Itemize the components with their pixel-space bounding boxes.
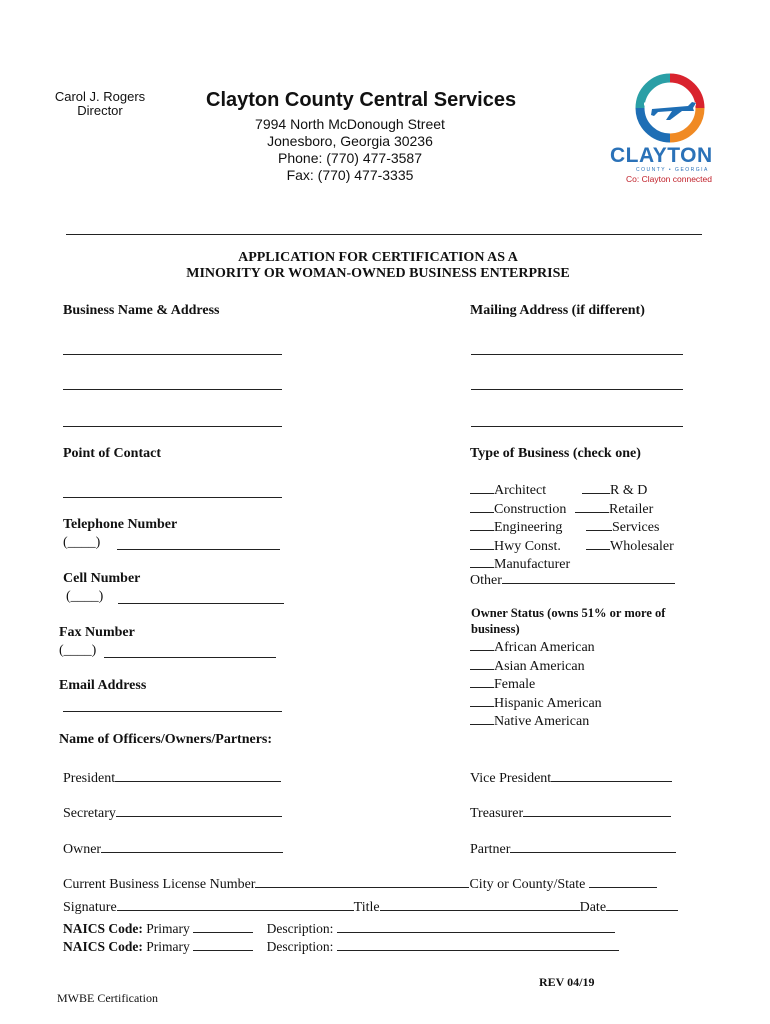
treasurer-label: Treasurer bbox=[470, 806, 524, 821]
header-divider bbox=[66, 234, 702, 235]
license-row[interactable] bbox=[63, 875, 657, 893]
business-types-left bbox=[470, 481, 570, 574]
description-label-1: Description: bbox=[266, 921, 334, 936]
officers-label: Name of Officers/Owners/Partners: bbox=[59, 732, 273, 747]
president-label: President bbox=[63, 771, 116, 786]
signature-row[interactable] bbox=[63, 898, 678, 916]
business-address-line-2[interactable] bbox=[63, 389, 282, 390]
type-option-rd[interactable]: R & D bbox=[582, 481, 674, 500]
type-option-manufacturer[interactable]: Manufacturer bbox=[470, 555, 570, 574]
city-county-label: City or County/State bbox=[469, 877, 586, 892]
owner-field[interactable] bbox=[63, 840, 283, 858]
owner-option-female[interactable]: Female bbox=[470, 675, 602, 694]
telephone-line[interactable] bbox=[117, 549, 280, 550]
naics-row-1[interactable] bbox=[63, 920, 615, 937]
title-label: Title bbox=[353, 900, 380, 915]
type-option-retailer[interactable]: Retailer bbox=[575, 500, 674, 519]
cell-label: Cell Number bbox=[63, 571, 141, 586]
logo-word: CLAYTON bbox=[610, 144, 713, 167]
signature-label: Signature bbox=[63, 900, 117, 915]
form-title bbox=[0, 250, 770, 282]
date-label: Date bbox=[579, 900, 607, 915]
owner-option-african-american[interactable]: African American bbox=[470, 638, 602, 657]
owner-status-label: Owner Status (owns 51% or more of business) bbox=[471, 606, 666, 636]
logo-tagline: Co: Clayton connected bbox=[626, 174, 712, 184]
director-name: Carol J. Rogers bbox=[54, 89, 146, 104]
business-address-line-3[interactable] bbox=[63, 426, 282, 427]
org-address1: 7994 North McDonough Street bbox=[255, 116, 445, 132]
partner-field[interactable] bbox=[470, 840, 676, 858]
license-label: Current Business License Number bbox=[63, 877, 256, 892]
footer-label: MWBE Certification bbox=[57, 991, 158, 1005]
telephone-prefix: (____) bbox=[63, 535, 101, 550]
partner-label: Partner bbox=[470, 842, 511, 857]
poc-label: Point of Contact bbox=[63, 446, 161, 461]
org-address2: Jonesboro, Georgia 30236 bbox=[267, 133, 433, 149]
naics-row-2[interactable] bbox=[63, 938, 619, 955]
mailing-line-2[interactable] bbox=[471, 389, 683, 390]
org-header bbox=[200, 89, 517, 183]
other-label: Other bbox=[470, 573, 502, 588]
type-option-wholesaler[interactable]: Wholesaler bbox=[586, 537, 674, 556]
secretary-field[interactable] bbox=[63, 804, 282, 822]
owner-label: Owner bbox=[63, 842, 102, 857]
secretary-label: Secretary bbox=[63, 806, 116, 821]
director-title: Director bbox=[77, 103, 123, 118]
type-option-engineering[interactable]: Engineering bbox=[470, 518, 570, 537]
mailing-label: Mailing Address (if different) bbox=[470, 303, 645, 318]
cell-prefix: (____) bbox=[66, 589, 104, 604]
org-title: Clayton County Central Services bbox=[206, 89, 517, 111]
description-label-2: Description: bbox=[266, 939, 334, 954]
director-block bbox=[50, 89, 150, 118]
mailing-line-3[interactable] bbox=[471, 426, 683, 427]
business-types-right bbox=[582, 481, 674, 555]
email-line[interactable] bbox=[63, 711, 282, 712]
type-option-services[interactable]: Services bbox=[586, 518, 674, 537]
owner-option-hispanic-american[interactable]: Hispanic American bbox=[470, 694, 602, 713]
telephone-label: Telephone Number bbox=[63, 517, 178, 532]
primary-label-2: Primary bbox=[146, 939, 190, 954]
clayton-logo bbox=[608, 68, 733, 190]
fax-label: Fax Number bbox=[59, 625, 135, 640]
email-label: Email Address bbox=[59, 678, 147, 693]
type-label: Type of Business (check one) bbox=[470, 446, 641, 461]
globe-airplane-icon bbox=[608, 68, 733, 148]
primary-label-1: Primary bbox=[146, 921, 190, 936]
owner-status-options bbox=[470, 638, 602, 731]
other-row[interactable] bbox=[470, 571, 675, 589]
business-name-label: Business Name & Address bbox=[63, 303, 220, 318]
type-option-hwy-const[interactable]: Hwy Const. bbox=[470, 537, 570, 556]
poc-line[interactable] bbox=[63, 497, 282, 498]
vice-president-field[interactable] bbox=[470, 769, 672, 787]
org-phone: Phone: (770) 477-3587 bbox=[278, 150, 422, 166]
vice-president-label: Vice President bbox=[470, 771, 552, 786]
naics-label-2: NAICS Code: bbox=[63, 939, 143, 954]
cell-line[interactable] bbox=[118, 603, 284, 604]
business-address-line-1[interactable] bbox=[63, 354, 282, 355]
fax-prefix: (____) bbox=[59, 643, 97, 658]
revision-label: REV 04/19 bbox=[539, 975, 595, 989]
org-fax: Fax: (770) 477-3335 bbox=[286, 167, 414, 183]
type-option-construction[interactable]: Construction bbox=[470, 500, 570, 519]
type-option-architect[interactable]: Architect bbox=[470, 481, 570, 500]
naics-label-1: NAICS Code: bbox=[63, 921, 143, 936]
mailing-line-1[interactable] bbox=[471, 354, 683, 355]
logo-sub: COUNTY • GEORGIA bbox=[636, 167, 709, 173]
owner-option-asian-american[interactable]: Asian American bbox=[470, 657, 602, 676]
form-title-line2: MINORITY OR WOMAN-OWNED BUSINESS ENTERPRISE bbox=[186, 266, 570, 281]
president-field[interactable] bbox=[63, 769, 281, 787]
form-title-line1: APPLICATION FOR CERTIFICATION AS A bbox=[238, 250, 518, 265]
owner-option-native-american[interactable]: Native American bbox=[470, 712, 602, 731]
treasurer-field[interactable] bbox=[470, 804, 671, 822]
fax-line[interactable] bbox=[104, 657, 276, 658]
